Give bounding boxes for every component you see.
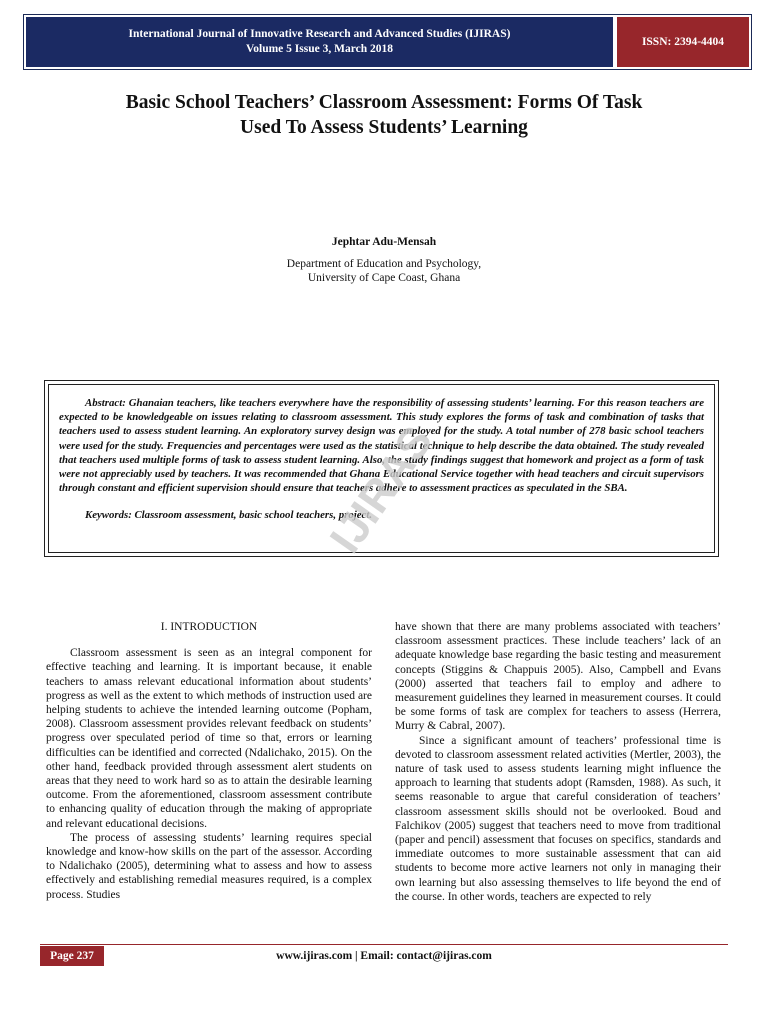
right-column	[395, 620, 721, 904]
left-column	[46, 620, 372, 902]
journal-volume: Volume 5 Issue 3, March 2018	[246, 43, 393, 55]
journal-name: International Journal of Innovative Research and Advanced Studies (IJIRAS)	[128, 28, 511, 40]
intro-paragraph-1: Classroom assessment is seen as an integral component for effective teaching and learning. It is important because, it enable teachers to amass relevant educational information about students’ progress as well as the extent to which methods of instruction used are helping students to achieve the intended learning outcome (Popham, 2008). Classroom assessment provides relevant feedback on students’ progress over speculated period of time so that, errors or learning difficulties can be identified and corrected (Ndalichako, 2015). On the other hand, feedback provided through assessment alert students on areas that they need to work hard so as to attain the desirable learning outcome. From the aforementioned, classroom assessment contribute to enhancing quality of education through the making of appropriate and relevant educational decisions.	[46, 647, 372, 830]
affiliation-university: University of Cape Coast, Ghana	[307, 272, 461, 284]
intro-paragraph-3: have shown that there are many problems associated with teachers’ classroom assessment practices. These include teachers’ lack of an adequate knowledge base regarding the basic testing and measurement concepts (Stiggins & Chappuis 2005). Also, Campbell and Evans (2000) asserted that teachers fail to employ and adhere to measurement guidelines they learned in measurement courses. It could be some forms of task are complex for teachers to assess (Herrera, Murry & Cabral, 2007).	[395, 621, 721, 733]
paper-title	[40, 90, 728, 140]
issn-badge: ISSN: 2394-4404	[617, 17, 749, 67]
section-heading: I. INTRODUCTION	[160, 621, 258, 633]
author-affiliation	[0, 257, 768, 285]
affiliation-department: Department of Education and Psychology,	[286, 258, 482, 270]
keywords-text: Keywords: Classroom assessment, basic school teachers, project.	[85, 509, 373, 522]
paper-title-line-1: Basic School Teachers’ Classroom Assessment: Forms Of Task	[125, 92, 643, 113]
journal-title-banner	[26, 17, 613, 67]
footer-contact: www.ijiras.com | Email: contact@ijiras.com	[276, 950, 492, 962]
footer-divider	[40, 944, 728, 945]
watermark: IJIRAS	[320, 417, 443, 562]
intro-paragraph-2: The process of assessing students’ learning requires special knowledge and know-how skills on the part of the assessor. According to Ndalichako (2005), determining what to assess and how to assess effectively and establishing remedial measures required, is a complex process. Studies	[46, 831, 372, 901]
abstract-text: Abstract: Ghanaian teachers, like teachers everywhere have the responsibility of assessing students’ learning. For this reason teachers are expected to be knowledgeable on issues relating to classroom assessment. This study explores the forms of task and combination of tasks that teachers used to assess student learning. An exploratory survey design was employed for the study. A total number of 278 basic school teachers were used for the study. Frequencies and percentages were used as the statistical technique to help describe the data obtained. The study revealed that teachers used multiple forms of task to assess student learning. Also, the study findings suggest that homework and project as a form of task were not appreciably used by teachers. It was recommended that Ghana Educational Service together with head teachers and circuit supervisors through constant and efficient supervision should ensure that teachers adhere to assessment practices as speculated in the SBA.	[59, 397, 704, 495]
paper-title-line-2: Used To Assess Students’ Learning	[240, 117, 528, 138]
page-number-badge: Page 237	[40, 946, 104, 966]
intro-paragraph-4: Since a significant amount of teachers’ professional time is devoted to classroom assessment related activities (Mertler, 2003), the nature of task used to assess students learning might influence the approach to learning that students adopt (Ramsden, 1988). As such, it seems reasonable to argue that careful consideration of teachers’ classroom assessment skills should not be overlooked. Boud and Falchikov (2005) suggest that teachers need to move from traditional (paper and pencil) assessment that focuses on specifics, standards and immediate outcomes to more sustainable assessment that can aid students to become more active learners not only in managing their own learning but also assessing themselves to life beyond the end of the course. In other words, teachers are expected to rely	[395, 734, 721, 903]
author-name: Jephtar Adu-Mensah	[331, 236, 437, 248]
journal-header	[23, 14, 752, 70]
